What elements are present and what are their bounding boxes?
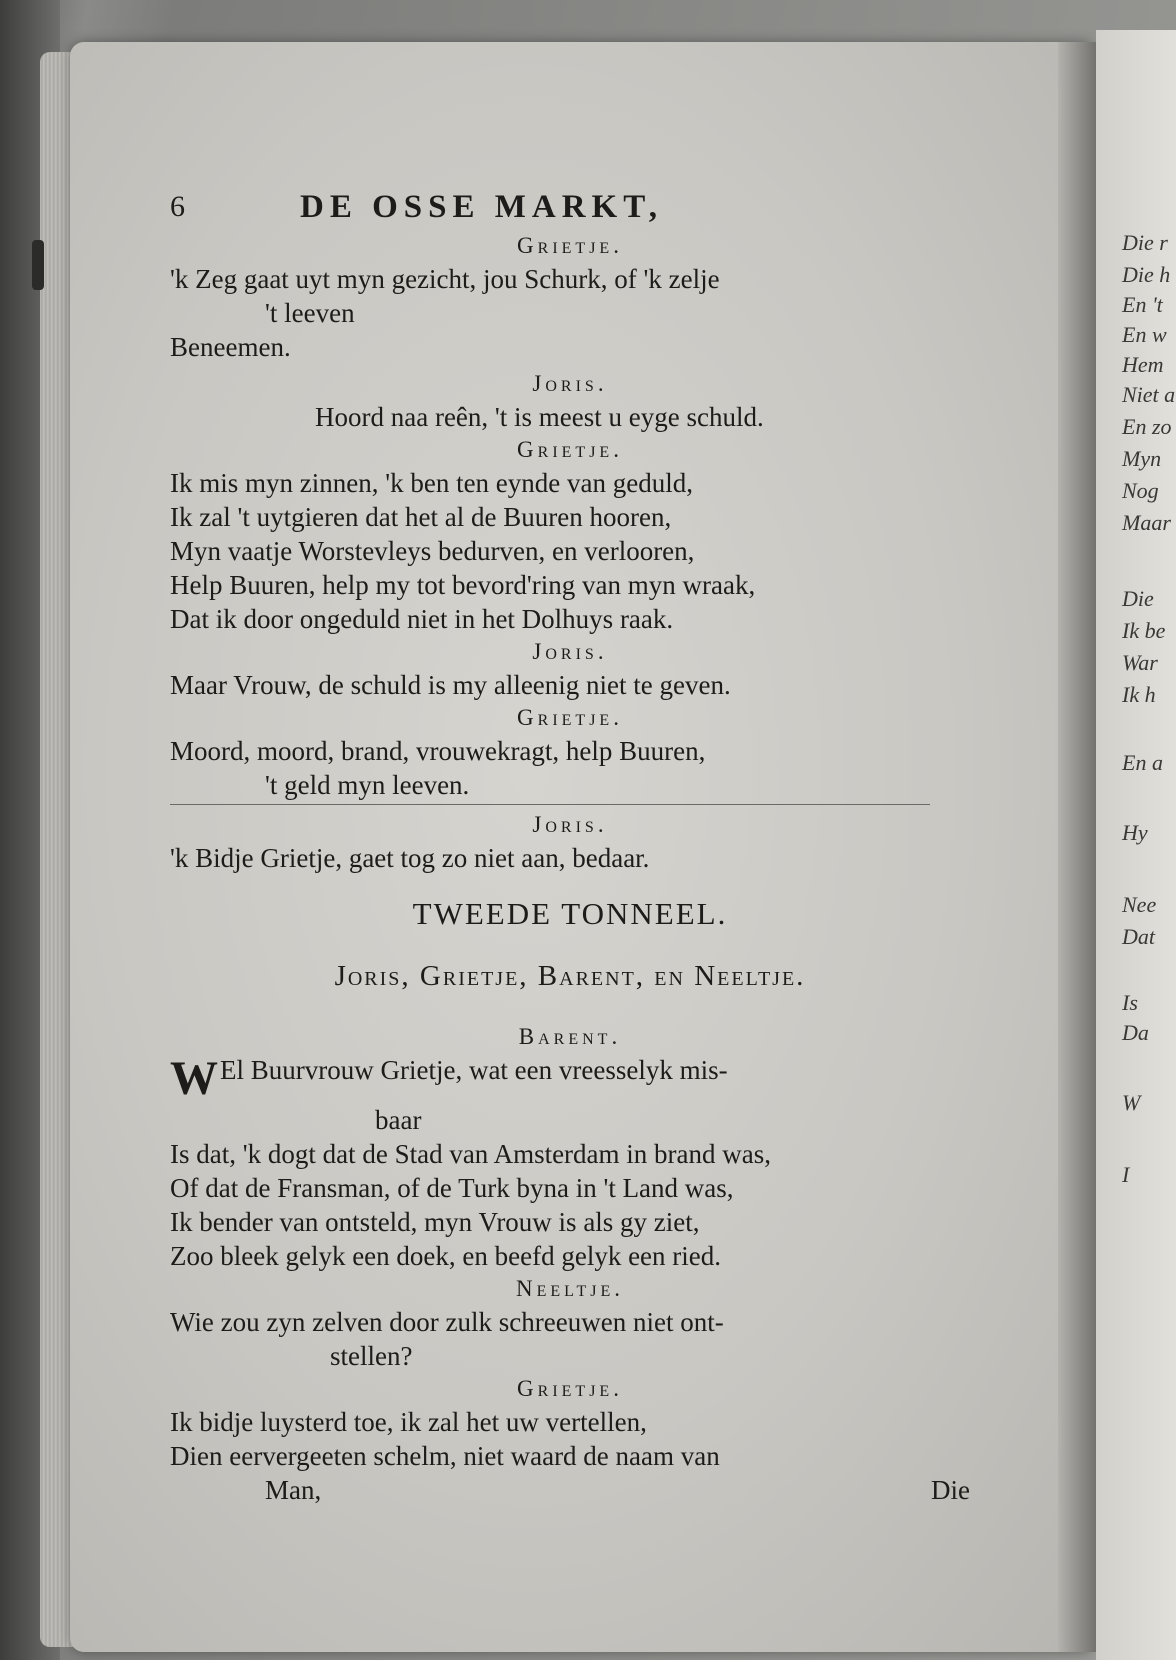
- verse-line: 'k Zeg gaat uyt myn gezicht, jou Schurk, of 'k zelje: [170, 264, 720, 294]
- verse-line: Ik zal 't uytgieren dat het al de Buuren hooren,: [170, 502, 672, 532]
- bookmark-tab: [32, 240, 44, 290]
- facing-fragment: Maar: [1122, 510, 1171, 535]
- verse-line: Of dat de Fransman, of de Turk byna in 't Land was,: [170, 1173, 734, 1203]
- dropcap-verse-line: [170, 1052, 970, 1105]
- verse-line: baar: [375, 1105, 422, 1135]
- catchword: Die: [931, 1475, 970, 1505]
- facing-fragment: Ik h: [1122, 682, 1156, 707]
- facing-fragment: Ik be: [1122, 618, 1166, 643]
- facing-fragment: Nog: [1122, 478, 1159, 503]
- facing-fragment: Myn: [1122, 446, 1162, 471]
- verse-line: 'k Bidje Grietje, gaet tog zo niet aan, bedaar.: [170, 843, 650, 873]
- speaker-name: Grietje.: [517, 1376, 623, 1401]
- verse-line: 't geld myn leeven.: [265, 770, 470, 800]
- verse-line: Ik bender van ontsteld, myn Vrouw is als gy ziet,: [170, 1207, 700, 1237]
- verse-line: Zoo bleek gelyk een doek, en beefd gelyk een ried.: [170, 1241, 722, 1271]
- verse-line: 't leeven: [265, 298, 355, 328]
- facing-fragment: Die: [1122, 586, 1154, 611]
- facing-fragment: Dat: [1122, 924, 1155, 949]
- page-header: [170, 190, 970, 230]
- verse-line: Wie zou zyn zelven door zulk schreeuwen niet ont-: [170, 1307, 724, 1337]
- facing-fragment: I: [1122, 1162, 1130, 1187]
- speaker-name: Barent.: [518, 1024, 622, 1049]
- cast-list: Joris, Grietje, Barent, en Neeltje.: [334, 960, 806, 992]
- verse-line: Beneemen.: [170, 332, 291, 362]
- facing-fragment: Da: [1122, 1020, 1149, 1045]
- facing-fragment: Hy: [1122, 820, 1148, 845]
- facing-fragment: Die h: [1122, 262, 1171, 287]
- verse-line: stellen?: [330, 1341, 413, 1371]
- speaker-name: Grietje.: [517, 233, 623, 258]
- verse-line: Myn vaatje Worstevleys bedurven, en verlooren,: [170, 536, 695, 566]
- verse-line: Help Buuren, help my tot bevord'ring van myn wraak,: [170, 570, 756, 600]
- facing-fragment: Nee: [1122, 892, 1157, 917]
- facing-fragment: Die r: [1122, 230, 1168, 255]
- speaker-name: Neeltje.: [516, 1276, 624, 1301]
- divider-rule: [170, 804, 930, 805]
- facing-fragment: W: [1122, 1090, 1141, 1115]
- speaker-name: Grietje.: [517, 437, 623, 462]
- verse-line: Hoord naa reên, 't is meest u eyge schuld.: [315, 402, 764, 432]
- facing-fragment: En 't: [1122, 292, 1163, 317]
- facing-fragment: Niet a: [1122, 382, 1176, 407]
- speaker-name: Joris.: [532, 371, 608, 396]
- verse-line: Moord, moord, brand, vrouwekragt, help Buuren,: [170, 736, 706, 766]
- facing-fragment: En w: [1122, 322, 1167, 347]
- verse-line: Ik mis myn zinnen, 'k ben ten eynde van geduld,: [170, 468, 693, 498]
- verse-line: Dien eervergeeten schelm, niet waard de naam van: [170, 1441, 720, 1471]
- page-number: 6: [170, 190, 185, 223]
- speaker-name: Joris.: [532, 639, 608, 664]
- scene-title: TWEEDE TONNEEL.: [412, 896, 728, 931]
- speaker-name: Grietje.: [517, 705, 623, 730]
- verse-line: Man,: [265, 1475, 322, 1505]
- final-row: [170, 1473, 970, 1507]
- facing-fragment: War: [1122, 650, 1158, 675]
- verse-line: Is dat, 'k dogt dat de Stad van Amsterdam in brand was,: [170, 1139, 772, 1169]
- verse-line: Maar Vrouw, de schuld is my alleenig niet te geven.: [170, 670, 731, 700]
- verse-line: El Buurvrouw Grietje, wat een vreesselyk mis-: [220, 1055, 728, 1085]
- running-head: DE OSSE MARKT,: [300, 189, 664, 225]
- speaker-name: Joris.: [532, 812, 608, 837]
- facing-page: [1096, 30, 1176, 1660]
- book-gutter: [1058, 42, 1098, 1652]
- facing-fragment: Is: [1122, 990, 1138, 1015]
- drop-cap: W: [170, 1052, 218, 1105]
- facing-fragment: Hem: [1122, 352, 1164, 377]
- verse-line: Dat ik door ongeduld niet in het Dolhuys raak.: [170, 604, 674, 634]
- facing-fragment: En zo: [1122, 414, 1172, 439]
- facing-fragment: En a: [1122, 750, 1163, 775]
- verse-line: Ik bidje luysterd toe, ik zal het uw vertellen,: [170, 1407, 647, 1437]
- page-text: [170, 190, 970, 1507]
